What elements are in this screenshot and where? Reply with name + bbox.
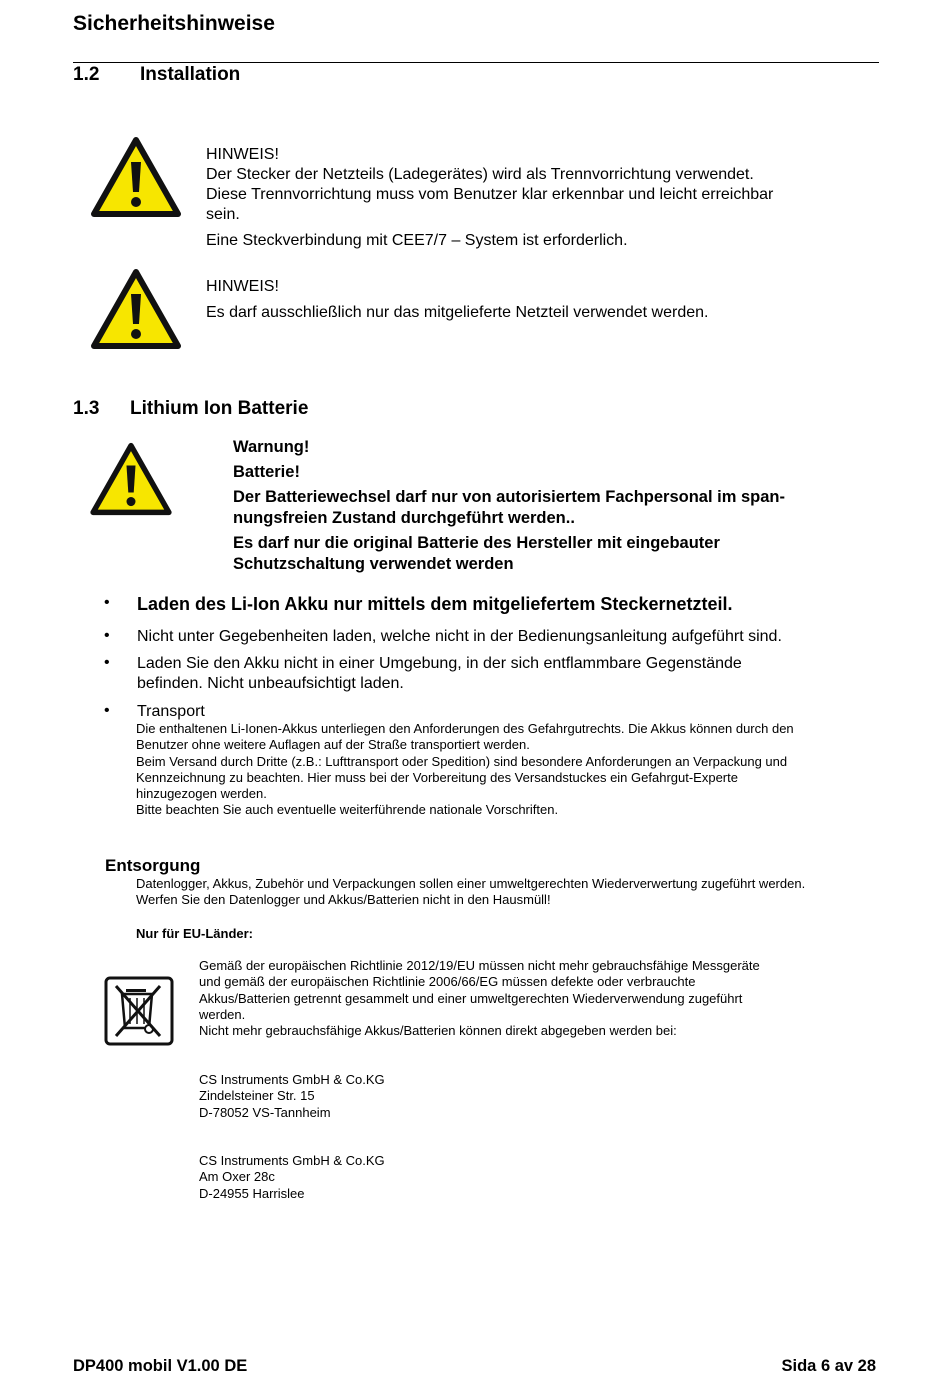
disposal-heading: Entsorgung	[105, 856, 201, 875]
eu-line: und gemäß der europäischen Richtlinie 2006/66/EG müssen defekte oder verbrauchte	[199, 974, 696, 990]
transport-line: Benutzer ohne weitere Auflagen auf der Straße transportiert werden.	[136, 737, 530, 753]
header-divider	[73, 62, 879, 63]
page-header-title: Sicherheitshinweise	[73, 12, 275, 35]
bullet-text: Transport	[137, 703, 205, 720]
bullet-icon: •	[104, 594, 110, 611]
bullet-icon: •	[104, 654, 110, 671]
address-line: D-78052 VS-Tannheim	[199, 1104, 331, 1120]
list-item	[104, 593, 884, 617]
notice-line: sein.	[206, 206, 240, 223]
bullet-text: Nicht unter Gegebenheiten laden, welche nicht in der Bedienungsanleitung aufgeführt sind.	[137, 628, 782, 645]
warning-triangle-icon	[90, 136, 182, 218]
address-line: Am Oxer 28c	[199, 1169, 275, 1185]
notice-line: Diese Trennvorrichtung muss vom Benutzer klar erkennbar und leicht erreichbar	[206, 186, 774, 203]
disposal-line: Datenlogger, Akkus, Zubehör und Verpackungen sollen einer umweltgerechten Wiederverwertung zugeführt werden.	[136, 876, 806, 891]
list-item	[104, 654, 884, 698]
bullet-line: Laden Sie den Akku nicht in einer Umgebung, in der sich entflammbare Gegenstände	[137, 655, 742, 672]
transport-line: hinzugezogen werden.	[136, 786, 267, 802]
bullet-line: befinden. Nicht unbeaufsichtigt laden.	[137, 675, 404, 692]
address-tannheim	[199, 1072, 599, 1121]
bullet-text	[137, 654, 857, 694]
warning-title: Warnung!	[233, 438, 310, 456]
address-line: Zindelsteiner Str. 15	[199, 1088, 315, 1104]
address-line: D-24955 Harrislee	[199, 1185, 305, 1201]
transport-line: Beim Versand durch Dritte (z.B.: Lufttransport oder Spedition) sind besondere Anforderungen an Verpackung und	[136, 753, 788, 769]
warning-line: Der Batteriewechsel darf nur von autorisiertem Fachpersonal im span-	[233, 488, 785, 506]
section-number: 1.3	[73, 398, 100, 419]
notice-installation-1	[206, 145, 886, 251]
notice-title: HINWEIS!	[206, 278, 279, 295]
notice-installation-2	[206, 277, 886, 323]
warning-line: Schutzschaltung verwendet werden	[233, 555, 514, 573]
section-heading-battery	[73, 398, 309, 420]
address-harrislee	[199, 1153, 599, 1202]
section-number: 1.2	[73, 64, 100, 85]
footer-page-number: Sida 6 av 28	[781, 1357, 876, 1375]
transport-line: Kennzeichnung zu beachten. Hier muss bei der Vorbereitung des Versandstuckes ein Gefahrgut-Experte	[136, 769, 738, 785]
eu-line: Akkus/Batterien getrennt gesammelt und einer umweltgerechten Wiederverwendung zugeführt	[199, 990, 743, 1006]
crossed-out-bin-icon	[104, 976, 174, 1046]
warning-triangle-icon	[89, 442, 173, 516]
eu-line: Gemäß der europäischen Richtlinie 2012/19/EU müssen nicht mehr gebrauchsfähige Messgeräte	[199, 958, 760, 973]
battery-warning	[233, 437, 873, 575]
section-heading-installation	[73, 64, 241, 86]
transport-line: Bitte beachten Sie auch eventuelle weiterführende nationale Vorschriften.	[136, 802, 559, 818]
notice-line: Eine Steckverbindung mit CEE7/7 – System ist erforderlich.	[206, 232, 628, 249]
eu-label: Nur für EU-Länder:	[136, 926, 253, 941]
notice-title: HINWEIS!	[206, 146, 279, 163]
warning-line: Es darf nur die original Batterie des Hersteller mit eingebauter	[233, 534, 720, 552]
notice-line: Der Stecker der Netzteils (Ladegerätes) wird als Trennvorrichtung verwendet.	[206, 166, 754, 183]
address-line: CS Instruments GmbH & Co.KG	[199, 1072, 385, 1087]
address-line: CS Instruments GmbH & Co.KG	[199, 1153, 385, 1168]
notice-line: Es darf ausschließlich nur das mitgelieferte Netzteil verwendet werden.	[206, 304, 709, 321]
transport-text	[136, 721, 896, 819]
transport-line: Die enthaltenen Li-Ionen-Akkus unterliegen den Anforderungen des Gefahrgutrechts. Die Akkus können durch den	[136, 721, 794, 736]
bullet-text: Laden des Li-Ion Akku nur mittels dem mitgeliefertem Steckernetzteil.	[137, 594, 733, 614]
bullet-icon: •	[104, 627, 110, 644]
section-title: Lithium Ion Batterie	[130, 398, 309, 419]
eu-line: Nicht mehr gebrauchsfähige Akkus/Batterien können direkt abgegeben werden bei:	[199, 1023, 677, 1039]
footer-doc-id: DP400 mobil V1.00 DE	[73, 1357, 248, 1375]
disposal-text	[136, 876, 906, 909]
list-item	[104, 627, 884, 649]
warning-subtitle: Batterie!	[233, 463, 300, 481]
eu-directive-text	[199, 958, 899, 1039]
warning-line: nungsfreien Zustand durchgeführt werden..	[233, 509, 575, 527]
bullet-icon: •	[104, 702, 110, 719]
warning-triangle-icon	[90, 268, 182, 350]
disposal-line: Werfen Sie den Datenlogger und Akkus/Batterien nicht in den Hausmüll!	[136, 892, 551, 908]
eu-line: werden.	[199, 1006, 246, 1022]
section-title: Installation	[140, 64, 241, 85]
